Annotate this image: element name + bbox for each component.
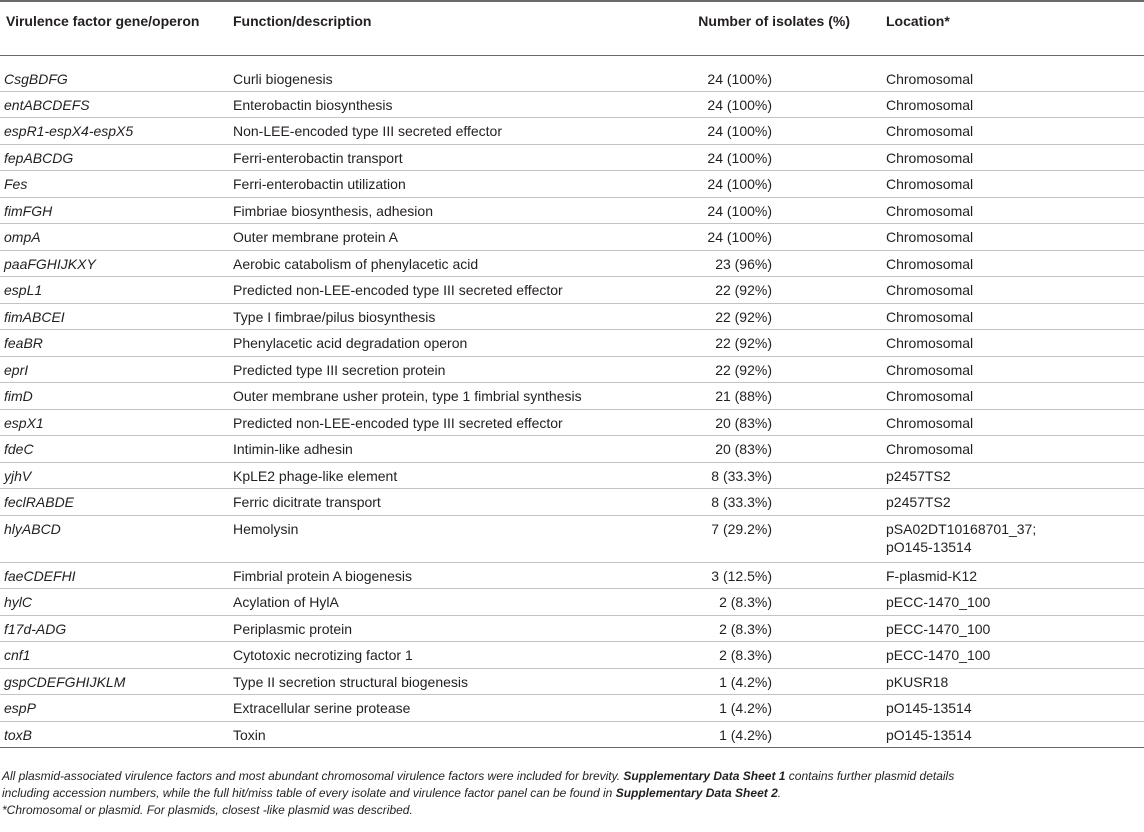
cell-function: Predicted type III secretion protein	[227, 356, 647, 383]
cell-isolates: 24 (100%)	[647, 197, 880, 224]
footnote-text: contains further plasmid details	[785, 769, 955, 783]
cell-gene: gspCDEFGHIJKLM	[0, 668, 227, 695]
cell-gene: fimABCEI	[0, 303, 227, 330]
table-row	[0, 356, 1144, 383]
table-body	[0, 55, 1144, 748]
cell-function: Fimbriae biosynthesis, adhesion	[227, 197, 647, 224]
cell-isolates: 2 (8.3%)	[647, 642, 880, 669]
cell-location: Chromosomal	[880, 171, 1144, 198]
header-location: Location*	[880, 2, 1144, 55]
cell-location: Chromosomal	[880, 436, 1144, 463]
supplementary-sheet-1-ref: Supplementary Data Sheet 1	[623, 769, 786, 783]
cell-gene: f17d-ADG	[0, 615, 227, 642]
cell-gene: eprI	[0, 356, 227, 383]
cell-location: Chromosomal	[880, 330, 1144, 357]
cell-function: Predicted non-LEE-encoded type III secreted effector	[227, 409, 647, 436]
cell-location: pKUSR18	[880, 668, 1144, 695]
cell-function: Outer membrane protein A	[227, 224, 647, 251]
cell-gene: entABCDEFS	[0, 91, 227, 118]
cell-function: Fimbrial protein A biogenesis	[227, 562, 647, 589]
cell-function: Periplasmic protein	[227, 615, 647, 642]
cell-isolates: 24 (100%)	[647, 224, 880, 251]
table-footnotes	[2, 768, 1142, 819]
cell-isolates: 24 (100%)	[647, 91, 880, 118]
table-row	[0, 462, 1144, 489]
cell-gene: hlyABCD	[0, 515, 227, 562]
cell-isolates: 20 (83%)	[647, 409, 880, 436]
table-row	[0, 224, 1144, 251]
cell-isolates: 23 (96%)	[647, 250, 880, 277]
table-row	[0, 436, 1144, 463]
cell-function: Enterobactin biosynthesis	[227, 91, 647, 118]
cell-location: pO145-13514	[880, 695, 1144, 722]
cell-isolates: 22 (92%)	[647, 330, 880, 357]
cell-isolates: 20 (83%)	[647, 436, 880, 463]
cell-function: Extracellular serine protease	[227, 695, 647, 722]
table-row	[0, 515, 1144, 562]
table-row	[0, 118, 1144, 145]
cell-location: p2457TS2	[880, 462, 1144, 489]
cell-function: Toxin	[227, 721, 647, 748]
cell-gene: ompA	[0, 224, 227, 251]
cell-gene: espR1-espX4-espX5	[0, 118, 227, 145]
cell-gene: espP	[0, 695, 227, 722]
cell-gene: faeCDEFHI	[0, 562, 227, 589]
cell-gene: feaBR	[0, 330, 227, 357]
cell-location	[880, 515, 1144, 562]
table-row	[0, 489, 1144, 516]
cell-isolates: 8 (33.3%)	[647, 462, 880, 489]
cell-location: pECC-1470_100	[880, 589, 1144, 616]
table-row	[0, 303, 1144, 330]
footnote-text: All plasmid-associated virulence factors and most abundant chromosomal virulence factors were included for brevity.	[2, 769, 624, 783]
cell-function: Cytotoxic necrotizing factor 1	[227, 642, 647, 669]
table-row	[0, 171, 1144, 198]
cell-location: Chromosomal	[880, 356, 1144, 383]
cell-location: Chromosomal	[880, 383, 1144, 410]
cell-isolates: 1 (4.2%)	[647, 668, 880, 695]
cell-location: Chromosomal	[880, 118, 1144, 145]
cell-location: p2457TS2	[880, 489, 1144, 516]
cell-function: Type II secretion structural biogenesis	[227, 668, 647, 695]
cell-isolates: 22 (92%)	[647, 277, 880, 304]
cell-location-line: pO145-13514	[886, 538, 972, 555]
cell-location: pECC-1470_100	[880, 642, 1144, 669]
cell-isolates: 21 (88%)	[647, 383, 880, 410]
cell-location: Chromosomal	[880, 197, 1144, 224]
cell-location: Chromosomal	[880, 55, 1144, 91]
cell-isolates: 2 (8.3%)	[647, 615, 880, 642]
header-function: Function/description	[227, 2, 647, 55]
footnote-line-1	[2, 768, 1142, 785]
cell-isolates: 24 (100%)	[647, 55, 880, 91]
cell-location: Chromosomal	[880, 91, 1144, 118]
cell-function: Curli biogenesis	[227, 55, 647, 91]
cell-isolates: 7 (29.2%)	[647, 515, 880, 562]
cell-isolates: 24 (100%)	[647, 118, 880, 145]
cell-isolates: 1 (4.2%)	[647, 695, 880, 722]
table-row	[0, 330, 1144, 357]
cell-gene: paaFGHIJKXY	[0, 250, 227, 277]
cell-function: Hemolysin	[227, 515, 647, 562]
cell-function: Ferri-enterobactin utilization	[227, 171, 647, 198]
cell-function: Phenylacetic acid degradation operon	[227, 330, 647, 357]
supplementary-sheet-2-ref: Supplementary Data Sheet 2	[615, 786, 778, 800]
table-row	[0, 668, 1144, 695]
table-row	[0, 383, 1144, 410]
cell-gene: hylC	[0, 589, 227, 616]
cell-location-line: pSA02DT10168701_37;	[886, 520, 1037, 537]
cell-isolates: 22 (92%)	[647, 356, 880, 383]
cell-function: Non-LEE-encoded type III secreted effector	[227, 118, 647, 145]
table-row	[0, 144, 1144, 171]
cell-gene: espX1	[0, 409, 227, 436]
table-row	[0, 91, 1144, 118]
table-row	[0, 695, 1144, 722]
cell-isolates: 24 (100%)	[647, 171, 880, 198]
table-row	[0, 589, 1144, 616]
cell-function: Acylation of HylA	[227, 589, 647, 616]
table-row	[0, 197, 1144, 224]
cell-isolates: 2 (8.3%)	[647, 589, 880, 616]
cell-location: Chromosomal	[880, 303, 1144, 330]
footnote-text: including accession numbers, while the full hit/miss table of every isolate and virulence factor panel can be found in	[2, 786, 616, 800]
cell-location: pO145-13514	[880, 721, 1144, 748]
footnote-text: .	[777, 786, 782, 800]
cell-function: Aerobic catabolism of phenylacetic acid	[227, 250, 647, 277]
cell-function: KpLE2 phage-like element	[227, 462, 647, 489]
table-row	[0, 55, 1144, 91]
table-header-row	[0, 2, 1144, 55]
cell-gene: feclRABDE	[0, 489, 227, 516]
cell-gene: fdeC	[0, 436, 227, 463]
table-row	[0, 277, 1144, 304]
header-gene: Virulence factor gene/operon	[0, 2, 227, 55]
cell-gene: toxB	[0, 721, 227, 748]
cell-function: Outer membrane usher protein, type 1 fimbrial synthesis	[227, 383, 647, 410]
cell-location: Chromosomal	[880, 144, 1144, 171]
cell-function: Ferri-enterobactin transport	[227, 144, 647, 171]
cell-gene: fimD	[0, 383, 227, 410]
table-row	[0, 409, 1144, 436]
cell-location: Chromosomal	[880, 224, 1144, 251]
cell-location: Chromosomal	[880, 409, 1144, 436]
table-row	[0, 642, 1144, 669]
cell-gene: cnf1	[0, 642, 227, 669]
cell-location: Chromosomal	[880, 250, 1144, 277]
footnote-location-note: *Chromosomal or plasmid. For plasmids, closest -like plasmid was described.	[2, 803, 413, 817]
virulence-factor-table	[0, 2, 1144, 748]
cell-function: Type I fimbrae/pilus biosynthesis	[227, 303, 647, 330]
cell-isolates: 8 (33.3%)	[647, 489, 880, 516]
footnote-line-2	[2, 785, 1142, 802]
cell-function: Predicted non-LEE-encoded type III secreted effector	[227, 277, 647, 304]
cell-location: F-plasmid-K12	[880, 562, 1144, 589]
table-row	[0, 562, 1144, 589]
cell-gene: Fes	[0, 171, 227, 198]
cell-location: pECC-1470_100	[880, 615, 1144, 642]
cell-isolates: 22 (92%)	[647, 303, 880, 330]
cell-isolates: 1 (4.2%)	[647, 721, 880, 748]
cell-gene: fimFGH	[0, 197, 227, 224]
cell-gene: CsgBDFG	[0, 55, 227, 91]
cell-function: Intimin-like adhesin	[227, 436, 647, 463]
cell-function: Ferric dicitrate transport	[227, 489, 647, 516]
table-row	[0, 615, 1144, 642]
cell-gene: fepABCDG	[0, 144, 227, 171]
cell-gene: yjhV	[0, 462, 227, 489]
table-row	[0, 721, 1144, 748]
cell-location: Chromosomal	[880, 277, 1144, 304]
cell-gene: espL1	[0, 277, 227, 304]
cell-isolates: 3 (12.5%)	[647, 562, 880, 589]
table-row	[0, 250, 1144, 277]
cell-isolates: 24 (100%)	[647, 144, 880, 171]
header-isolates: Number of isolates (%)	[647, 2, 880, 55]
